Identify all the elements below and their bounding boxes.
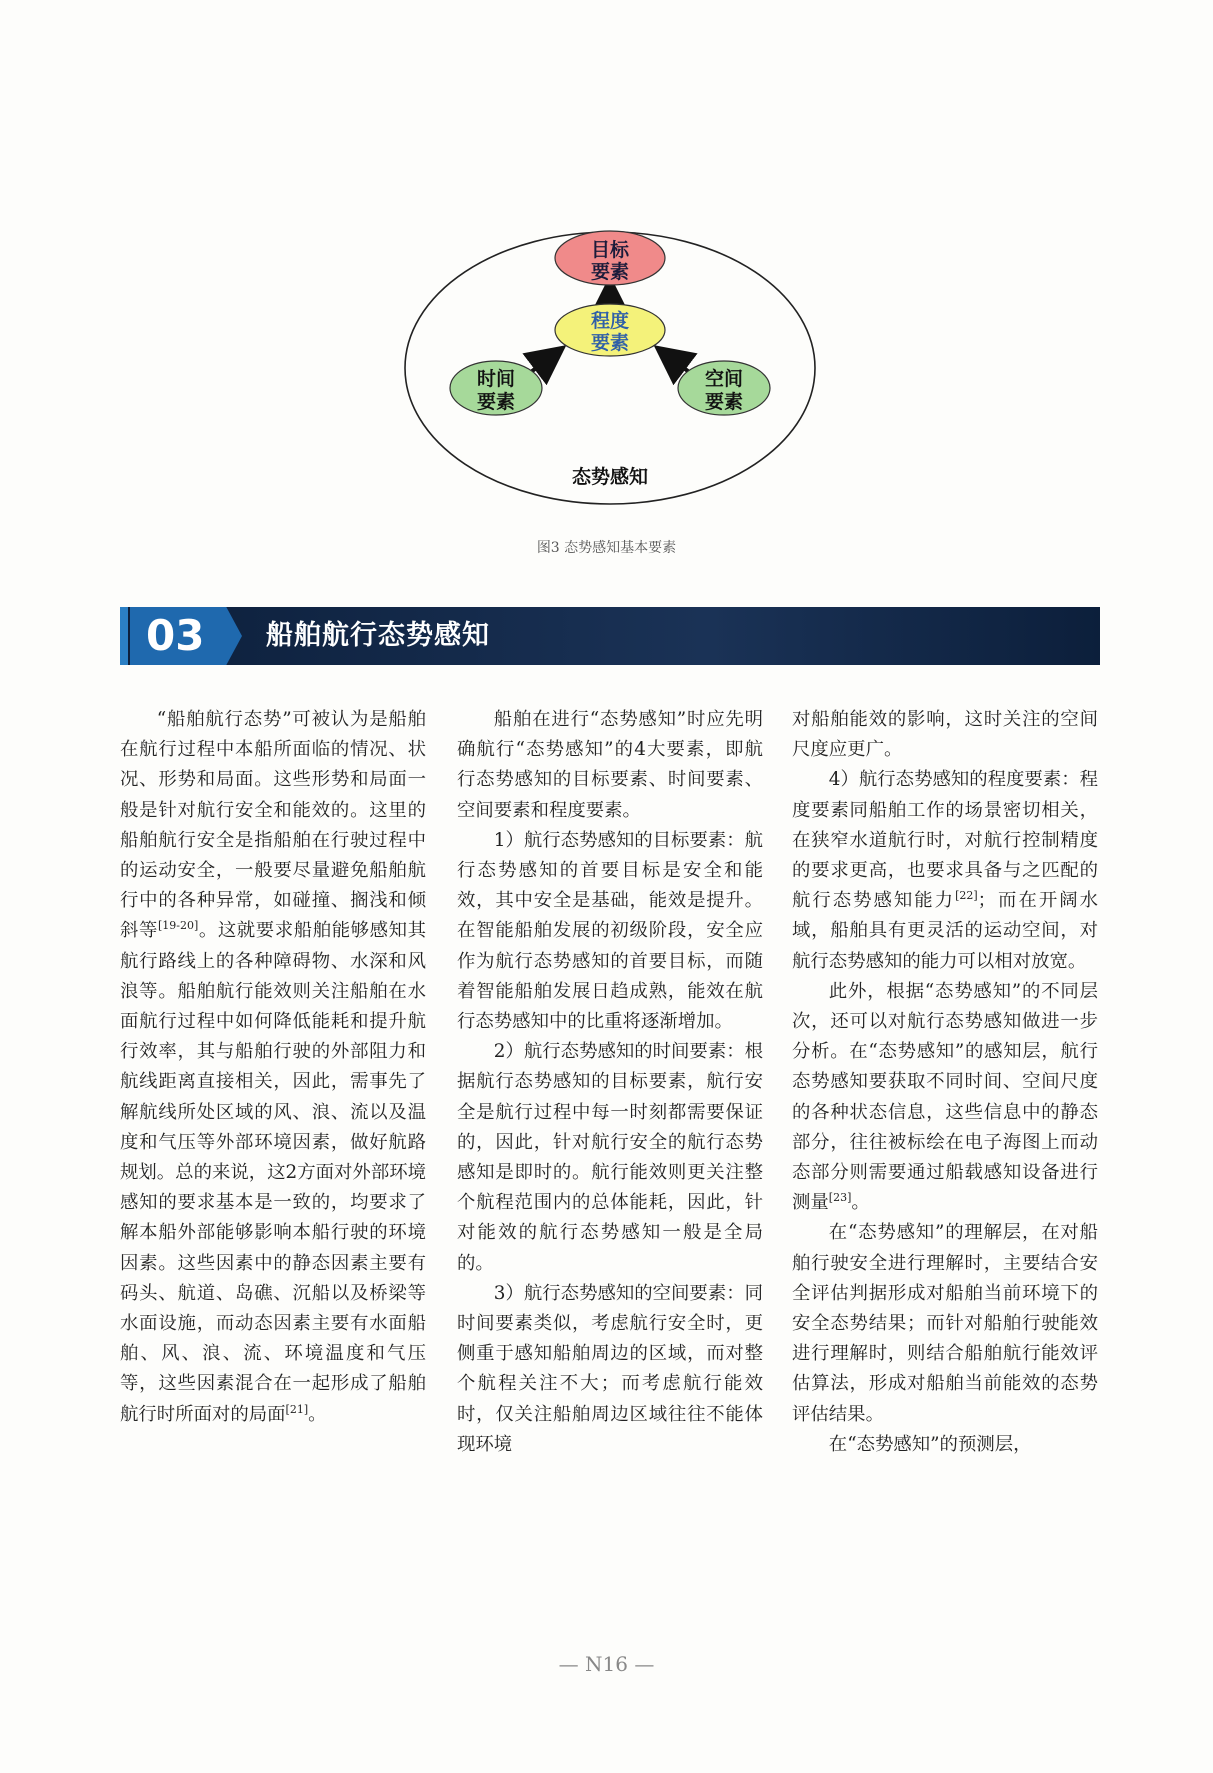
col3-paragraph-3: 在“态势感知”的理解层，在对船舶行驶安全进行理解时，主要结合安全评估判据形成对船舶当前环境下的安全态势结果；而针对船舶行驶能效进行理解时，则结合船舶航行能效评估算法，形成对船舶当前能效的态势评估结果。: [792, 1222, 1098, 1425]
section-number: 03: [146, 611, 205, 660]
col3-paragraph-1: [792, 765, 1098, 976]
column-1: [120, 705, 426, 1430]
col3-paragraph-0: 对船舶能效的影响，这时关注的空间尺度应更广。: [792, 709, 1098, 761]
col3-p1-text: 4）航行态势感知的程度要素：程度要素同船舶工作的场景密切相关，在狭窄水道航行时，对航行控制精度的要求更高，也要求具备与之匹配的航行态势感知能力: [792, 769, 1098, 912]
citation-23: [23]: [828, 1191, 852, 1205]
col3-paragraph-2: [792, 977, 1098, 1219]
col1-p1b-text: 。这就要求船舶能够感知其航行路线上的各种障碍物、水深和风浪等。船舶航行能效则关注船舶在水面航行过程中如何降低能耗和提升航行效率，其与船舶行驶的外部阻力和航线距离直接相关，因此，需事先了解航线所处区域的风、浪、流以及温度和气压等外部环境因素，做好航路规划。总的来说，这2方面对外部环境感知的要求基本是一致的，均要求了解本船外部能够影响本船行驶的环境因素。这些因素中的静态因素主要有码头、航道、岛礁、沉船以及桥梁等水面设施，而动态因素主要有水面船舶、风、浪、流、环境温度和气压等，这些因素混合在一起形成了船舶航行时所面对的局面: [120, 920, 426, 1425]
col3-p1b-text: ；而在开阔水域，船舶具有更灵活的运动空间，对航行态势感知的能力可以相对放宽。: [792, 890, 1098, 972]
section-header: [120, 607, 1100, 665]
col1-p1-text: “船舶航行态势”可被认为是船舶在航行过程中本船所面临的情况、状况、形势和局面。这些形势和局面一般是针对航行安全和能效的。这里的船舶航行安全是指船舶在行驶过程中的运动安全，一般要尽量避免船舶航行中的各种异常，如碰撞、搁浅和倾斜等: [120, 709, 426, 942]
citation-19-20: [19-20]: [157, 919, 199, 933]
citation-21: [21]: [285, 1402, 309, 1416]
outer-label: 态势感知: [571, 466, 649, 488]
situation-awareness-diagram: [400, 228, 820, 508]
col3-paragraph-4: 在“态势感知”的预测层，: [828, 1433, 1032, 1455]
degree-label-line2: 要素: [590, 332, 630, 354]
time-label-line2: 要素: [476, 391, 516, 413]
col2-paragraph-3: 2）航行态势感知的时间要素：根据航行态势感知的目标要素，航行安全是航行过程中每一时刻都需要保证的，因此，针对航行安全的航行态势感知是即时的。航行能效则更关注整个航程范围内的总体能耗，因此，针对能效的航行态势感知一般是全局的。: [457, 1041, 763, 1274]
space-label-line2: 要素: [704, 391, 744, 413]
col1-p1c-text: 。: [308, 1403, 327, 1425]
col2-paragraph-1: 船舶在进行“态势感知”时应先明确航行“态势感知”的4大要素，即航行态势感知的目标要素、时间要素、空间要素和程度要素。: [457, 709, 763, 821]
section-accent-stripe: [120, 607, 128, 665]
space-label-line1: 空间: [704, 368, 744, 390]
column-2: [457, 705, 763, 1460]
degree-label-line1: 程度: [590, 310, 630, 332]
col2-paragraph-4: 3）航行态势感知的空间要素：同时间要素类似，考虑航行安全时，更侧重于感知船舶周边的区域，而对整个航程关注不大；而考虑航行能效时，仅关注船舶周边区域往往不能体现环境: [457, 1282, 763, 1455]
col2-paragraph-2: 1）航行态势感知的目标要素：航行态势感知的首要目标是安全和能效，其中安全是基础，能效是提升。在智能船舶发展的初级阶段，安全应作为航行态势感知的首要目标，而随着智能船舶发展日趋成熟，能效在航行态势感知中的比重将逐渐增加。: [457, 829, 763, 1033]
figure-caption: 图3 态势感知基本要素: [536, 540, 677, 556]
page-number: — N16 —: [558, 1652, 655, 1676]
col1-paragraph-1: [120, 705, 426, 1430]
goal-label-line2: 要素: [590, 261, 630, 283]
goal-label-line1: 目标: [590, 239, 630, 261]
column-3: [792, 705, 1098, 1460]
section-title: 船舶航行态势感知: [266, 620, 490, 651]
col3-p2b-text: 。: [851, 1192, 870, 1214]
col3-p2-text: 此外，根据“态势感知”的不同层次，还可以对航行态势感知做进一步分析。在“态势感知”的感知层，航行态势感知要获取不同时间、空间尺度的各种状态信息，这些信息中的静态部分，往往被标绘在电子海图上而动态部分则需要通过船载感知设备进行测量: [792, 980, 1098, 1214]
citation-22: [22]: [955, 889, 978, 903]
time-label-line1: 时间: [476, 368, 516, 390]
body-columns: [120, 705, 1100, 1585]
